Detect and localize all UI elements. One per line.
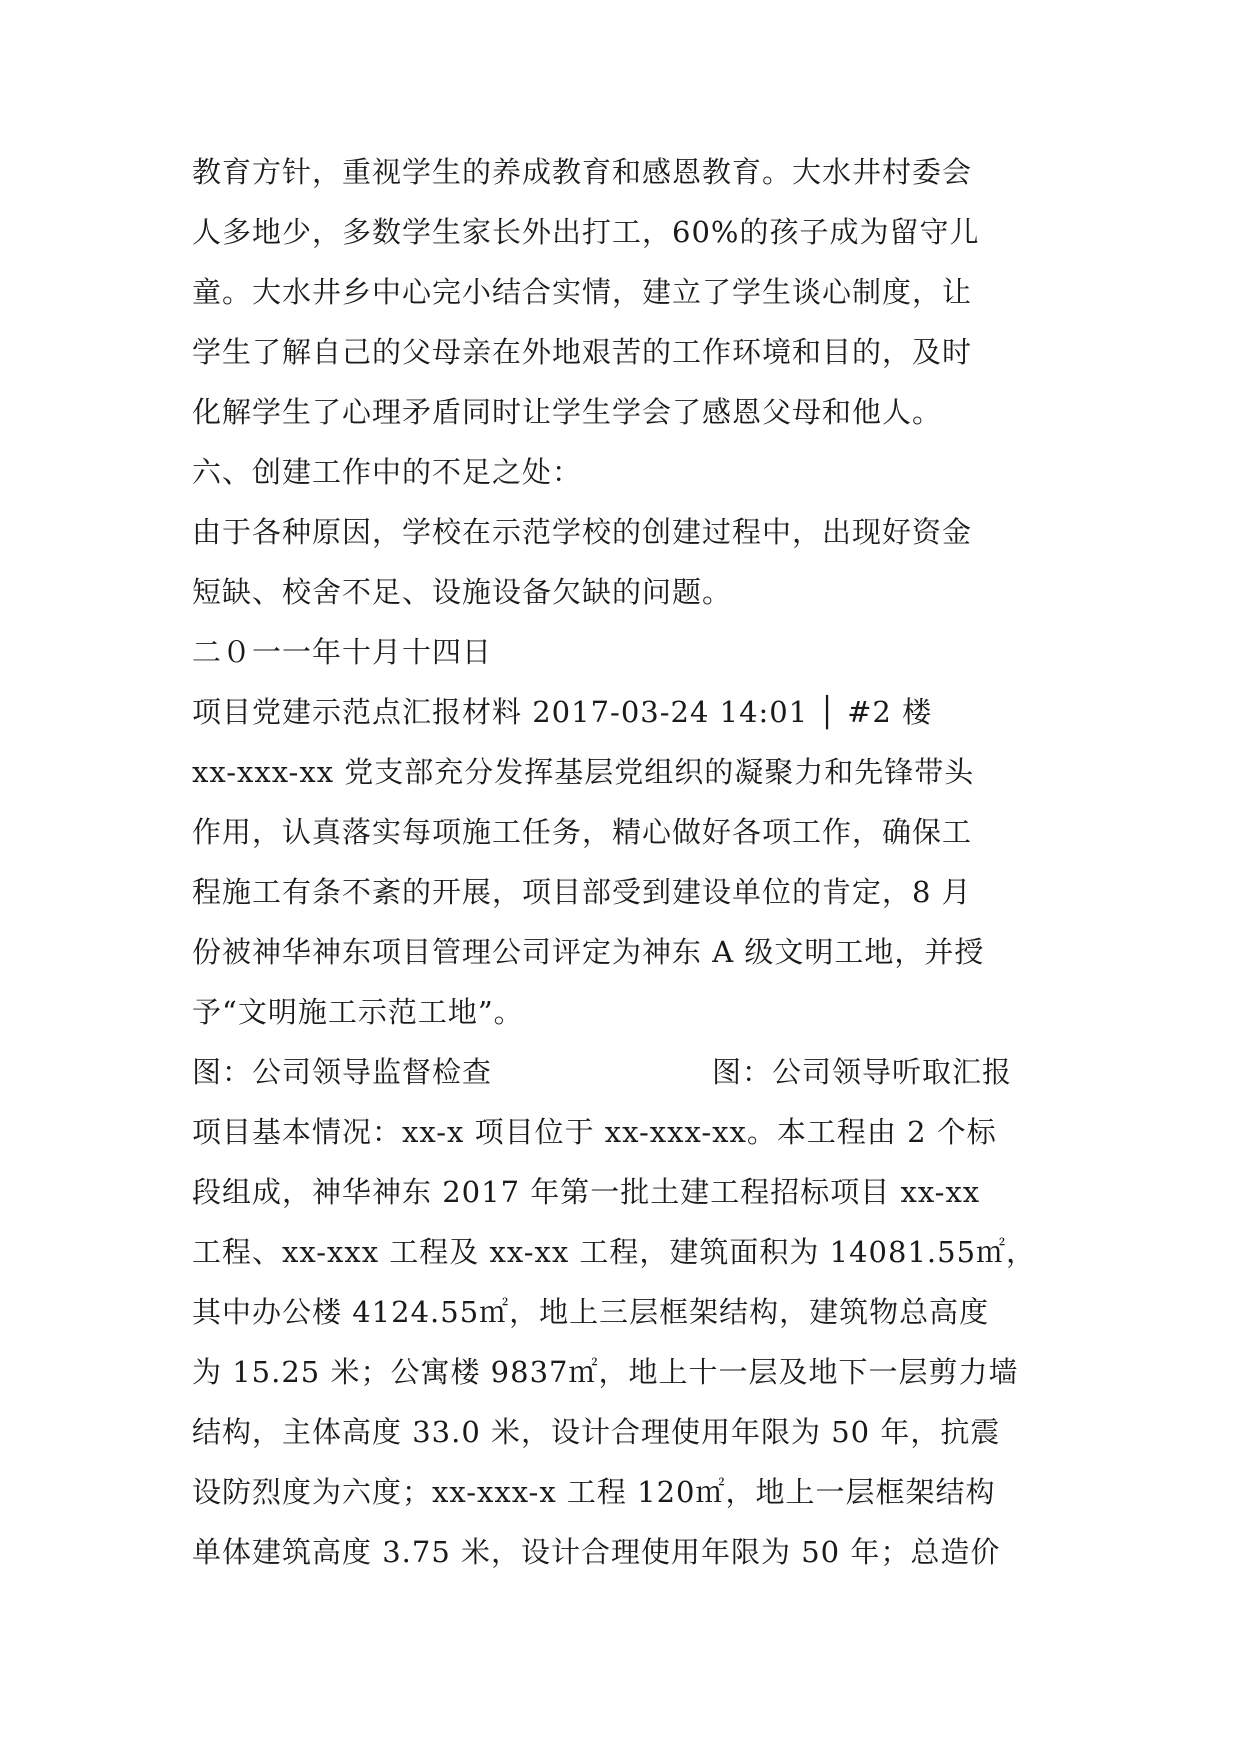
paragraph-line: 童。大水井乡中心完小结合实情，建立了学生谈心制度，让	[192, 275, 973, 309]
paragraph-line: xx-xxx-xx 党支部充分发挥基层党组织的凝聚力和先锋带头	[192, 755, 975, 789]
paragraph-line: 段组成，神华神东 2017 年第一批土建工程招标项目 xx-xx	[192, 1175, 981, 1209]
paragraph-line: 学生了解自己的父母亲在外地艰苦的工作环境和目的，及时	[192, 335, 973, 369]
paragraph-line: 其中办公楼 4124.55㎡，地上三层框架结构，建筑物总高度	[192, 1295, 990, 1329]
paragraph-line: 结构，主体高度 33.0 米，设计合理使用年限为 50 年，抗震	[192, 1415, 1001, 1449]
paragraph-line: 短缺、校舍不足、设施设备欠缺的问题。	[192, 575, 733, 609]
paragraph-line: 作用，认真落实每项施工任务，精心做好各项工作，确保工	[192, 815, 973, 849]
paragraph-line: 工程、xx-xxx 工程及 xx-xx 工程，建筑面积为 14081.55㎡，	[192, 1235, 1037, 1269]
section-heading: 六、创建工作中的不足之处：	[192, 455, 583, 489]
paragraph-line: 予“文明施工示范工地”。	[192, 995, 524, 1029]
paragraph-line: 程施工有条不紊的开展，项目部受到建设单位的肯定，8 月	[192, 875, 972, 909]
paragraph-line: 教育方针，重视学生的养成教育和感恩教育。大水井村委会	[192, 155, 973, 189]
paragraph-line: 化解学生了心理矛盾同时让学生学会了感恩父母和他人。	[192, 395, 943, 429]
paragraph-line: 设防烈度为六度；xx-xxx-x 工程 120㎡，地上一层框架结构	[192, 1475, 996, 1509]
image-caption-right: 图：公司领导听取汇报	[712, 1055, 1013, 1089]
paragraph-line: 由于各种原因，学校在示范学校的创建过程中，出现好资金	[192, 515, 973, 549]
date-line: 二０一一年十月十四日	[192, 635, 493, 669]
paragraph-line: 为 15.25 米；公寓楼 9837㎡，地上十一层及地下一层剪力墙	[192, 1355, 1019, 1389]
paragraph-line: 人多地少，多数学生家长外出打工，60%的孩子成为留守儿	[192, 215, 980, 249]
paragraph-line: 项目基本情况：xx-x 项目位于 xx-xxx-xx。本工程由 2 个标	[192, 1115, 997, 1149]
post-title-line: 项目党建示范点汇报材料 2017-03-24 14:01 │ #2 楼	[192, 695, 933, 729]
paragraph-line: 单体建筑高度 3.75 米，设计合理使用年限为 50 年；总造价	[192, 1535, 1001, 1569]
image-caption-left: 图：公司领导监督检查	[192, 1055, 493, 1089]
paragraph-line: 份被神华神东项目管理公司评定为神东 A 级文明工地，并授	[192, 935, 985, 969]
